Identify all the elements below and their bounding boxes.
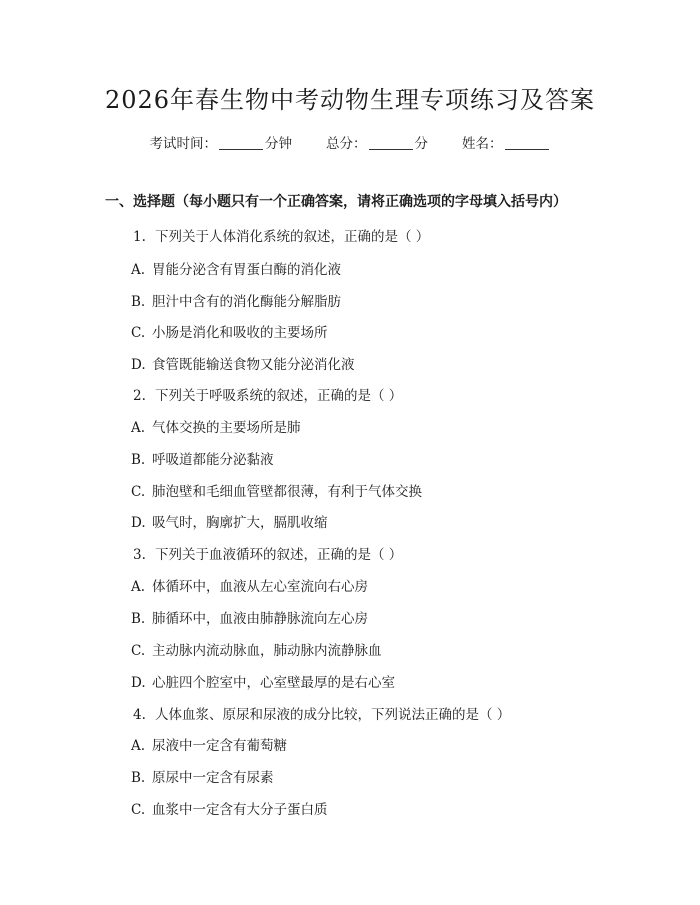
exam-score (326, 132, 428, 152)
option-text: 主动脉内流动脉血，肺动脉内流静脉血 (152, 643, 382, 659)
name-blank (505, 135, 549, 150)
option-letter: B. (131, 611, 146, 627)
option-letter: B. (131, 770, 146, 786)
option-text: 胆汁中含有的消化酶能分解脂肪 (152, 294, 341, 310)
question-text: 人体血浆、原尿和尿液的成分比较，下列说法正确的是（ ） (155, 707, 511, 723)
option-text: 心脏四个腔室中，心室壁最厚的是右心室 (152, 675, 395, 691)
option-letter: B. (131, 452, 146, 468)
question-text: 下列关于人体消化系统的叙述，正确的是（ ） (155, 229, 430, 245)
exam-meta (0, 132, 700, 152)
option-text: 胃能分泌含有胃蛋白酶的消化液 (152, 262, 341, 278)
option-text: 吸气时，胸廓扩大，膈肌收缩 (152, 515, 328, 531)
option (131, 734, 287, 754)
score-blank (369, 135, 413, 150)
option (131, 671, 395, 691)
option-text: 体循环中，血液从左心室流向右心房 (152, 579, 368, 595)
option (131, 416, 301, 436)
option-text: 血浆中一定含有大分子蛋白质 (152, 802, 328, 818)
exam-name (462, 132, 551, 152)
option (131, 766, 274, 786)
option-letter: B. (131, 294, 146, 310)
option (131, 480, 422, 500)
option (131, 290, 341, 310)
question-number: 1. (133, 229, 146, 245)
question-text: 下列关于血液循环的叙述，正确的是（ ） (155, 547, 403, 563)
question (133, 543, 402, 563)
option (131, 511, 328, 531)
option (131, 639, 382, 659)
question (133, 384, 402, 404)
option-text: 食管既能输送食物又能分泌消化液 (152, 357, 355, 373)
exam-time (150, 132, 293, 152)
option (131, 353, 355, 373)
option-letter: C. (131, 325, 146, 341)
option-letter: A. (131, 579, 146, 595)
question (133, 703, 510, 723)
option (131, 321, 328, 341)
option-text: 呼吸道都能分泌黏液 (152, 452, 274, 468)
question-text: 下列关于呼吸系统的叙述，正确的是（ ） (155, 388, 403, 404)
option-text: 原尿中一定含有尿素 (152, 770, 274, 786)
option-letter: C. (131, 802, 146, 818)
option-text: 小肠是消化和吸收的主要场所 (152, 325, 328, 341)
time-label: 考试时间： (149, 136, 217, 152)
question-number: 4. (133, 707, 146, 723)
option (131, 448, 274, 468)
option-text: 尿液中一定含有葡萄糖 (152, 738, 287, 754)
question-number: 3. (133, 547, 146, 563)
option-letter: C. (131, 643, 146, 659)
option-letter: A. (131, 738, 146, 754)
option (131, 258, 341, 278)
question-number: 2. (133, 388, 146, 404)
option-letter: A. (131, 420, 146, 436)
option-letter: A. (131, 262, 146, 278)
time-unit: 分钟 (265, 136, 292, 152)
score-unit: 分 (414, 136, 428, 152)
option (131, 798, 328, 818)
option-letter: D. (131, 357, 146, 373)
option-text: 气体交换的主要场所是肺 (152, 420, 301, 436)
name-label: 姓名： (462, 136, 503, 152)
question (133, 225, 429, 245)
option (131, 575, 368, 595)
time-blank (219, 135, 263, 150)
section-heading: 一、选择题（每小题只有一个正确答案，请将正确选项的字母填入括号内） (105, 194, 567, 210)
option-letter: C. (131, 484, 146, 500)
score-label: 总分： (326, 136, 367, 152)
option-letter: D. (131, 515, 146, 531)
option-text: 肺循环中，血液由肺静脉流向左心房 (152, 611, 368, 627)
option-letter: D. (131, 675, 146, 691)
option-text: 肺泡壁和毛细血管壁都很薄，有利于气体交换 (152, 484, 422, 500)
option (131, 607, 368, 627)
page-title: 2026年春生物中考动物生理专项练习及答案 (104, 86, 596, 114)
